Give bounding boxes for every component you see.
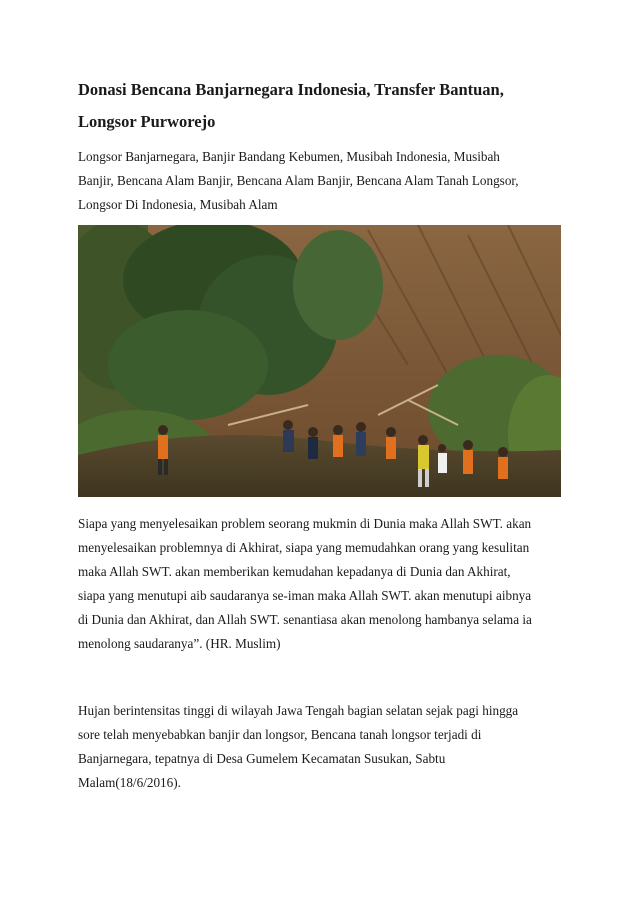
- tag-list: [78, 145, 578, 217]
- tag-line: Longsor Banjarnegara, Banjir Bandang Kebumen, Musibah Indonesia, Musibah: [78, 149, 500, 164]
- paragraph-line: siapa yang menutupi aib saudaranya se-iman maka Allah SWT. akan menutupi aibnya: [78, 588, 532, 603]
- paragraph-line: Malam(18/6/2016).: [78, 775, 181, 790]
- paragraph-line: di Dunia dan Akhirat, dan Allah SWT. senantiasa akan menolong hambanya selama ia: [78, 612, 532, 627]
- landslide-photo-illustration: [78, 225, 561, 497]
- paragraph-line: maka Allah SWT. akan memberikan kemudahan kepadanya di Dunia dan Akhirat,: [78, 564, 511, 579]
- paragraph-line: menolong saudaranya”. (HR. Muslim): [78, 636, 281, 651]
- tag-line: Longsor Di Indonesia, Musibah Alam: [78, 197, 278, 212]
- paragraph-line: Hujan berintensitas tinggi di wilayah Jawa Tengah bagian selatan sejak pagi hingga: [78, 703, 519, 718]
- paragraph-line: menyelesaikan problemnya di Akhirat, siapa yang memudahkan orang yang kesulitan: [78, 540, 530, 555]
- document-title: [78, 74, 578, 138]
- title-line: Donasi Bencana Banjarnegara Indonesia, Transfer Bantuan,: [78, 80, 504, 99]
- landslide-photo: [78, 225, 561, 497]
- paragraph-line: Banjarnegara, tepatnya di Desa Gumelem Kecamatan Susukan, Sabtu: [78, 751, 446, 766]
- tag-line: Banjir, Bencana Alam Banjir, Bencana Alam Banjir, Bencana Alam Tanah Longsor,: [78, 173, 519, 188]
- title-line: Longsor Purworejo: [78, 112, 216, 131]
- paragraph-line: sore telah menyebabkan banjir dan longsor, Bencana tanah longsor terjadi di: [78, 727, 482, 742]
- hadith-paragraph: [78, 512, 568, 656]
- paragraph-line: Siapa yang menyelesaikan problem seorang mukmin di Dunia maka Allah SWT. akan: [78, 516, 532, 531]
- report-paragraph: [78, 699, 568, 795]
